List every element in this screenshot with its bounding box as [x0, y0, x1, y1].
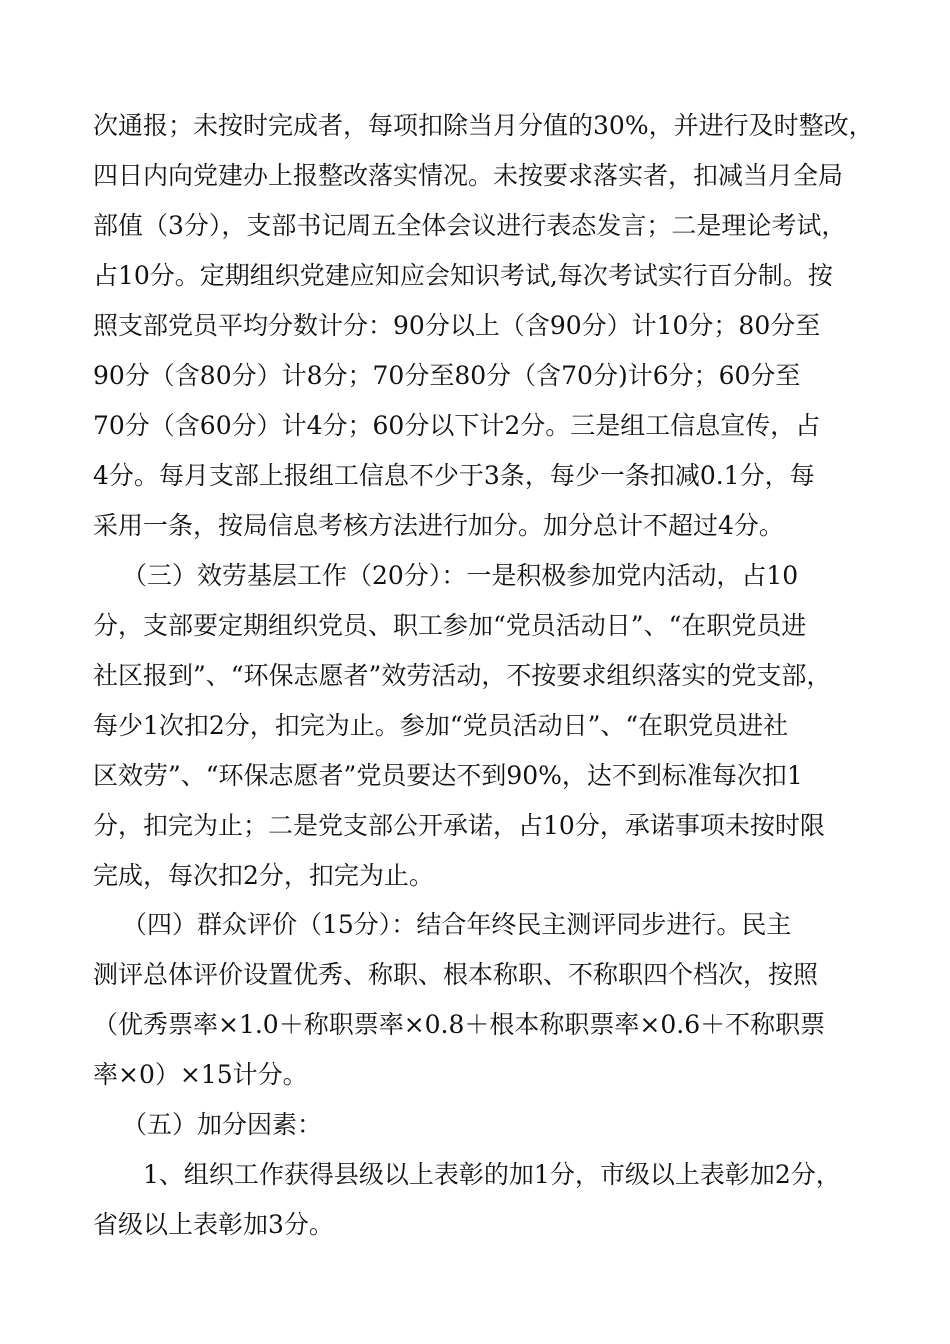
- text-line: 完成，每次扣2分，扣完为止。: [93, 861, 434, 890]
- text-line: 70分（含60分）计4分；60分以下计2分。三是组工信息宣传，占: [93, 411, 821, 440]
- text-line: 四日内向党建办上报整改落实情况。未按要求落实者，扣减当月全局: [93, 161, 844, 190]
- section-heading: （五）加分因素：: [122, 1110, 323, 1139]
- text-line: 1、组织工作获得县级以上表彰的加1分，市级以上表彰加2分，: [143, 1160, 841, 1189]
- text-line: 4分。每月支部上报组工信息不少于3条，每少一条扣减0.1分，每: [93, 461, 815, 490]
- text-line: 照支部党员平均分数计分：90分以上（含90分）计10分；80分至: [93, 311, 821, 340]
- text-line: 占10分。定期组织党建应知应会知识考试,每次考试实行百分制。按: [93, 261, 833, 290]
- text-line: 测评总体评价设置优秀、称职、根本称职、不称职四个档次，按照: [93, 960, 819, 989]
- text-line: 区效劳”、“环保志愿者”党员要达不到90%，达不到标准每次扣1: [93, 761, 803, 790]
- text-line: 每少1次扣2分，扣完为止。参加“党员活动日”、“在职党员进社: [93, 711, 789, 740]
- text-line: 90分（含80分）计8分；70分至80分（含70分)计6分；60分至: [93, 361, 801, 390]
- text-line: （四）群众评价（15分）：结合年终民主测评同步进行。民主: [122, 910, 792, 939]
- text-line: （优秀票率×1.0＋称职票率×0.8＋根本称职票率×0.6＋不称职票: [93, 1010, 826, 1039]
- text-line: 采用一条，按局信息考核方法进行加分。加分总计不超过4分。: [93, 511, 784, 540]
- text-line: 次通报；未按时完成者，每项扣除当月分值的30%，并进行及时整改，: [93, 111, 874, 140]
- text-line: 部值（3分），支部书记周五全体会议进行表态发言；二是理论考试，: [93, 211, 847, 240]
- text-line: 省级以上表彰加3分。: [93, 1210, 334, 1239]
- text-line: （三）效劳基层工作（20分）：一是积极参加党内活动，占10: [122, 561, 799, 590]
- text-line: 社区报到”、“环保志愿者”效劳活动，不按要求组织落实的党支部，: [93, 661, 832, 690]
- text-line: 分，扣完为止；二是党支部公开承诺，占10分，承诺事项未按时限: [93, 811, 825, 840]
- text-line: 率×0）×15计分。: [93, 1060, 308, 1089]
- text-line: 分，支部要定期组织党员、职工参加“党员活动日”、“在职党员进: [93, 611, 807, 640]
